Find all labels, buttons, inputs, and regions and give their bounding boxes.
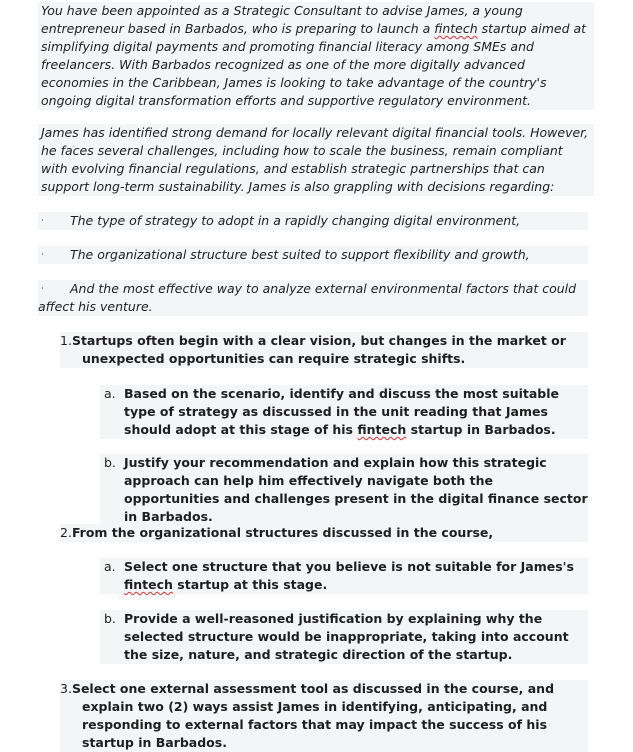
question-text: Startups often begin with a clear vision, but changes in the market or unexpected opportunities can require strategic shifts.: [71, 333, 566, 366]
sub-text: Justify your recommendation and explain how this strategic approach can help him effectively navigate both the opportunities and challenges present in the digital finance sector in Barbados.: [124, 455, 588, 524]
question-2: [60, 524, 588, 542]
bullet-item: [38, 212, 588, 230]
question-text: From the organizational structures discussed in the course,: [71, 525, 494, 540]
spellcheck-word: fintech: [434, 21, 478, 36]
intro-paragraph-1: You have been appointed as a Strategic Consultant to advise James, a young entrepreneur based in Barbados, who is preparing to launch a fintech startup aimed at simplifying digital payments and promoting financial literacy among SMEs and freelancers. With Barbados recognized as one of the more digitally advanced economies in the Caribbean, James is looking to take advantage of the country's ongoing digital transformation efforts and supportive regulatory environment.: [38, 2, 594, 110]
sub-letter: b.: [104, 455, 116, 470]
sub-text: Provide a well-reasoned justification by explaining why the selected structure would be inappropriate, taking into account the size, nature, and strategic direction of the startup.: [124, 611, 569, 662]
question-number: 2.: [60, 525, 72, 540]
question-number: 1.: [60, 333, 72, 348]
question-2a: [100, 558, 588, 594]
sub-text: Select one structure that you believe is not suitable for James's fintech startup at this stage.: [124, 559, 574, 592]
intro-paragraph-2: James has identified strong demand for locally relevant digital financial tools. However, he faces several challenges, including how to scale the business, remain compliant with evolving financial regulations, and establish strategic partnerships that can support long-term sustainability. James is also grappling with decisions regarding:: [38, 124, 594, 196]
bullet-item: [38, 280, 588, 316]
bullet-text: The organizational structure best suited to support flexibility and growth,: [70, 247, 530, 262]
bullet-text: The type of strategy to adopt in a rapidly changing digital environment,: [70, 213, 521, 228]
sub-letter: a.: [104, 386, 116, 401]
bullet-item: [38, 246, 588, 264]
sub-letter: a.: [104, 559, 116, 574]
bullet-dot: ·: [41, 216, 44, 226]
question-1b: [100, 454, 588, 526]
question-number: 3.: [60, 681, 72, 696]
question-3: [60, 680, 588, 752]
question-2b: [100, 610, 588, 664]
spellcheck-word: fintech: [124, 577, 173, 592]
bullet-dot: ·: [41, 250, 44, 260]
bullet-dot: ·: [41, 284, 44, 294]
question-1a: [100, 385, 588, 439]
sub-text: Based on the scenario, identify and discuss the most suitable type of strategy as discussed in the unit reading that James should adopt at this stage of his fintech startup in Barbados.: [124, 386, 560, 437]
spellcheck-word: fintech: [357, 422, 407, 437]
question-1: [60, 332, 588, 368]
sub-letter: b.: [104, 611, 116, 626]
question-text: Select one external assessment tool as discussed in the course, and explain two (2) ways assist James in identifying, anticipating, and responding to external factors that may impact the success of his startup in Barbados.: [71, 681, 555, 750]
bullet-text: And the most effective way to analyze external environmental factors that could affect his venture.: [38, 281, 577, 314]
